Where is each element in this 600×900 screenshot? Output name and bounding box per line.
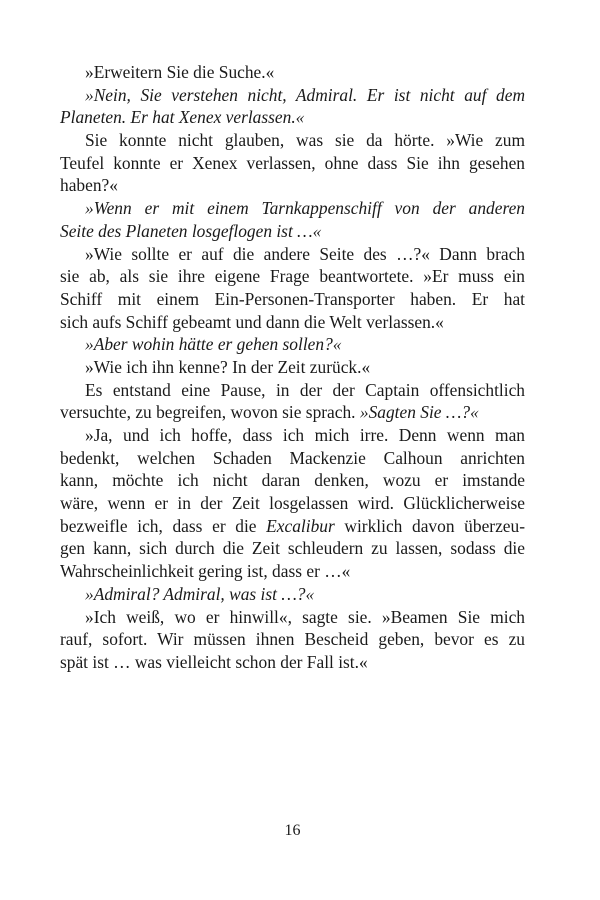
paragraph <box>60 356 525 379</box>
text-line <box>60 106 525 129</box>
text-segment: bezweifle ich, dass er die <box>60 515 267 536</box>
paragraph <box>60 129 525 197</box>
text-line <box>60 84 525 107</box>
text-line <box>60 560 525 583</box>
text-line <box>60 356 525 379</box>
text-segment: Wahrscheinlichkeit gering ist, dass er …« <box>60 561 351 582</box>
text-segment: »Wie sollte er auf die andere Seite des …?« Dann brach <box>85 243 525 264</box>
text-segment: wirklich davon überzeu- <box>334 515 525 536</box>
text-segment: rauf, sofort. Wir müssen ihnen Bescheid geben, bevor es zu <box>60 629 525 650</box>
text-segment: haben?« <box>60 175 118 196</box>
text-segment: versuchte, zu begreifen, wovon sie sprach. <box>60 402 360 423</box>
text-line <box>60 243 525 266</box>
italic-text: »Nein, Sie verstehen nicht, Admiral. Er ist nicht auf dem <box>85 84 525 105</box>
italic-text: »Sagten Sie …?« <box>359 402 479 423</box>
text-line <box>60 583 525 606</box>
paragraph <box>60 379 525 424</box>
italic-text: Seite des Planeten losgeflogen ist …« <box>60 220 322 241</box>
text-line <box>60 492 525 515</box>
text-line <box>60 537 525 560</box>
book-text <box>60 61 525 674</box>
italic-text: »Aber wohin hätte er gehen sollen?« <box>85 334 342 355</box>
italic-text: »Wenn er mit einem Tarnkappenschiff von der anderen <box>85 198 525 219</box>
text-line <box>60 333 525 356</box>
text-line <box>60 401 525 424</box>
text-line <box>60 606 525 629</box>
text-line <box>60 61 525 84</box>
text-segment: Teufel konnte er Xenex verlassen, ohne dass Sie ihn gesehen <box>60 152 525 173</box>
text-line <box>60 628 525 651</box>
text-segment: gen kann, sich durch die Zeit schleudern zu lassen, sodass die <box>60 538 525 559</box>
paragraph <box>60 424 525 583</box>
text-line <box>60 174 525 197</box>
paragraph <box>60 84 525 129</box>
text-segment: sich aufs Schiff gebeamt und dann die Welt verlassen.« <box>60 311 444 332</box>
paragraph <box>60 606 525 674</box>
paragraph <box>60 333 525 356</box>
text-segment: Schiff mit einem Ein-Personen-Transporter haben. Er hat <box>60 288 525 309</box>
text-line <box>60 469 525 492</box>
text-segment: »Wie ich ihn kenne? In der Zeit zurück.« <box>85 356 371 377</box>
italic-text: Excalibur <box>266 515 335 536</box>
paragraph <box>60 243 525 334</box>
text-line <box>60 288 525 311</box>
paragraph <box>60 197 525 242</box>
text-line <box>60 265 525 288</box>
text-line <box>60 220 525 243</box>
text-segment: spät ist … was vielleicht schon der Fall ist.« <box>60 651 368 672</box>
italic-text: Planeten. Er hat Xenex verlassen.« <box>60 107 305 128</box>
italic-text: »Admiral? Admiral, was ist …?« <box>85 583 315 604</box>
text-line <box>60 311 525 334</box>
paragraph <box>60 583 525 606</box>
text-segment: Es entstand eine Pause, in der der Captain offensichtlich <box>85 379 525 400</box>
text-line <box>60 129 525 152</box>
text-segment: bedenkt, welchen Schaden Mackenzie Calhoun anrichten <box>60 447 525 468</box>
text-line <box>60 379 525 402</box>
text-line <box>60 515 525 538</box>
text-segment: »Ich weiß, wo er hinwill«, sagte sie. »Beamen Sie mich <box>85 606 525 627</box>
text-segment: wäre, wenn er in der Zeit losgelassen wird. Glücklicherweise <box>60 493 525 514</box>
text-line <box>60 651 525 674</box>
paragraph <box>60 61 525 84</box>
text-segment: »Erweitern Sie die Suche.« <box>85 62 275 82</box>
text-segment: Sie konnte nicht glauben, was sie da hörte. »Wie zum <box>85 130 525 151</box>
text-line <box>60 447 525 470</box>
page-number: 16 <box>284 822 301 839</box>
text-segment: sie ab, als sie ihre eigene Frage beantwortete. »Er muss ein <box>60 266 525 287</box>
text-line <box>60 152 525 175</box>
text-segment: »Ja, und ich hoffe, dass ich mich irre. Denn wenn man <box>85 425 525 445</box>
text-line <box>60 424 525 447</box>
text-line <box>60 197 525 220</box>
text-segment: kann, möchte ich nicht daran denken, wozu er imstande <box>60 470 525 491</box>
